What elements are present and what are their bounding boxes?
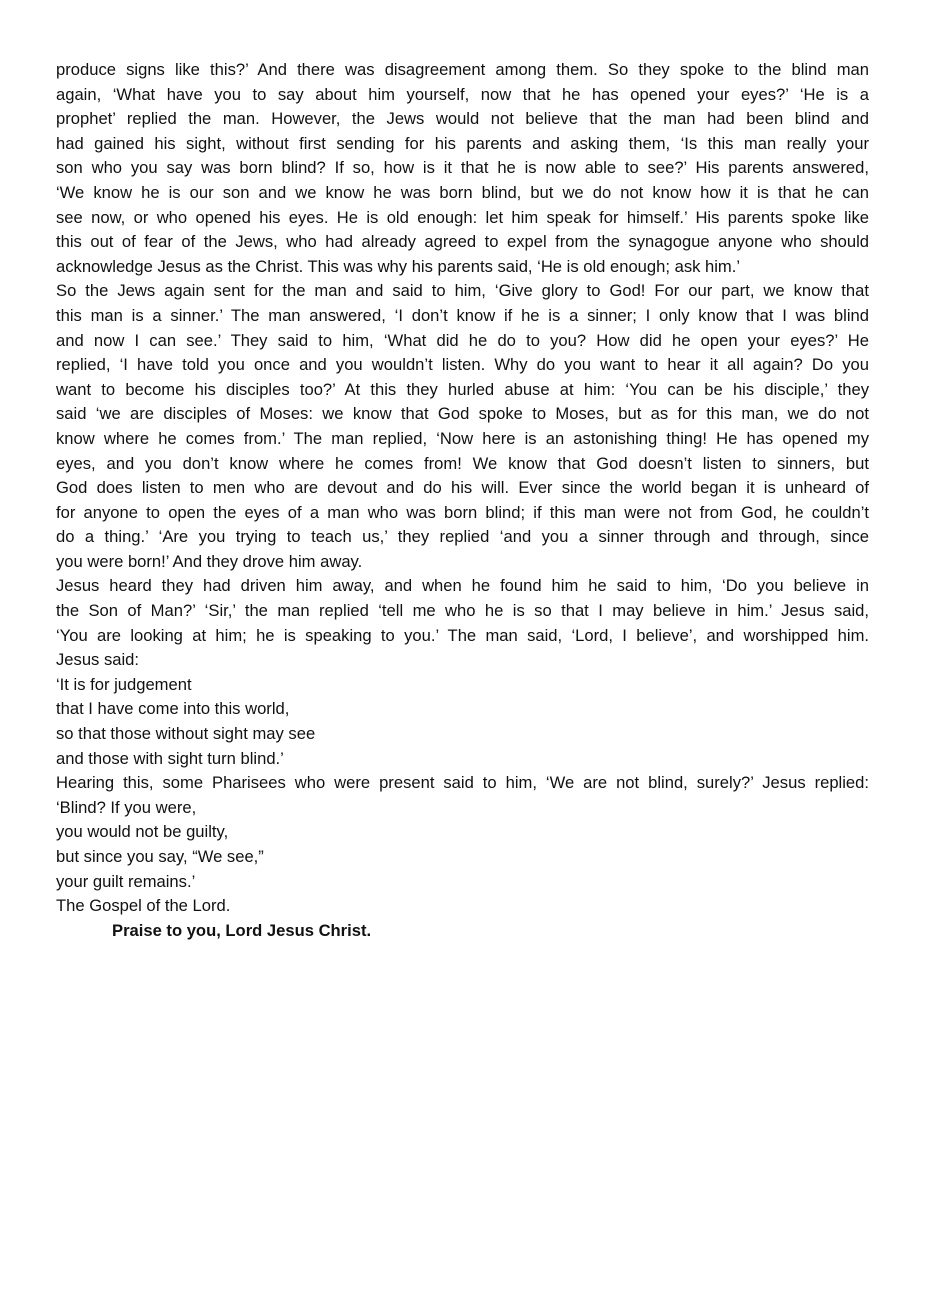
text-line: see now, or who opened his eyes. He is old enough: let him speak for himself.’ His parents spoke like bbox=[56, 207, 869, 227]
text-line: acknowledge Jesus as the Christ. This was why his parents said, ‘He is old enough; ask him.’ bbox=[56, 256, 741, 276]
verse-line: you would not be guilty, bbox=[56, 822, 229, 842]
verse-line: that I have come into this world, bbox=[56, 699, 290, 719]
text-line: produce signs like this?’ And there was disagreement among them. So they spoke to the blind man bbox=[56, 60, 869, 79]
text-line: So the Jews again sent for the man and said to him, ‘Give glory to God! For our part, we know that bbox=[56, 281, 869, 301]
text-line: and now I can see.’ They said to him, ‘What did he do to you? How did he open your eyes?’ He bbox=[56, 330, 869, 350]
paragraph-man-questioned-again bbox=[56, 279, 869, 574]
text-line: this man is a sinner.’ The man answered, ‘I don’t know if he is a sinner; I only know that I was blind bbox=[56, 305, 869, 325]
text-line: want to become his disciples too?’ At this they hurled abuse at him: ‘You can be his disciple,’ they bbox=[56, 379, 869, 399]
document-page bbox=[56, 58, 869, 943]
text-line: the Son of Man?’ ‘Sir,’ the man replied ‘tell me who he is so that I may believe in him.’ Jesus said, bbox=[56, 601, 869, 621]
text-line: Jesus heard they had driven him away, and when he found him he said to him, ‘Do you believe in bbox=[56, 576, 869, 596]
text-line: again, ‘What have you to say about him yourself, now that he has opened your eyes?’ ‘He is a bbox=[56, 84, 869, 104]
paragraph-parents-questioned bbox=[56, 58, 869, 279]
text-line: had gained his sight, without first sending for his parents and asking them, ‘Is this man really your bbox=[56, 133, 869, 153]
text-line: ‘We know he is our son and we know he was born blind, but we do not know how it is that he can bbox=[56, 182, 869, 202]
text-line: Jesus said: bbox=[56, 650, 140, 670]
text-line: replied, ‘I have told you once and you wouldn’t listen. Why do you want to hear it all again? Do you bbox=[56, 355, 869, 375]
verse-line: ‘It is for judgement bbox=[56, 674, 192, 694]
text-line: know where he comes from.’ The man replied, ‘Now here is an astonishing thing! He has opened my bbox=[56, 428, 869, 448]
verse-judgement bbox=[56, 673, 869, 771]
text-line: you were born!’ And they drove him away. bbox=[56, 551, 363, 571]
verse-guilt bbox=[56, 796, 869, 894]
text-line: son who you say was born blind? If so, how is it that he is now able to see?’ His parents answered, bbox=[56, 158, 869, 178]
text-line: God does listen to men who are devout and do his will. Ever since the world began it is unheard of bbox=[56, 478, 869, 498]
text-line: ‘You are looking at him; he is speaking to you.’ The man said, ‘Lord, I believe’, and worshipped him. bbox=[56, 625, 869, 645]
text-line: for anyone to open the eyes of a man who was born blind; if this man were not from God, he couldn’t bbox=[56, 502, 869, 522]
text-line: prophet’ replied the man. However, the Jews would not believe that the man had been blind and bbox=[56, 109, 869, 129]
text-line: said ‘we are disciples of Moses: we know that God spoke to Moses, but as for this man, we do not bbox=[56, 404, 869, 424]
text-line: Hearing this, some Pharisees who were present said to him, ‘We are not blind, surely?’ Jesus replied: bbox=[56, 773, 869, 793]
gospel-acclamation bbox=[56, 894, 869, 919]
congregation-response: Praise to you, Lord Jesus Christ. bbox=[112, 920, 372, 940]
verse-line: and those with sight turn blind.’ bbox=[56, 748, 284, 768]
verse-line: your guilt remains.’ bbox=[56, 871, 196, 891]
paragraph-pharisees bbox=[56, 771, 869, 796]
text-line: do a thing.’ ‘Are you trying to teach us,’ they replied ‘and you a sinner through and through, since bbox=[56, 527, 869, 547]
verse-line: so that those without sight may see bbox=[56, 724, 316, 744]
verse-line: but since you say, “We see,” bbox=[56, 847, 264, 866]
text-line: eyes, and you don’t know where he comes from! We know that God doesn’t listen to sinners, but bbox=[56, 453, 869, 473]
text-line: this out of fear of the Jews, who had already agreed to expel from the synagogue anyone who should bbox=[56, 232, 869, 252]
paragraph-jesus-finds-man bbox=[56, 574, 869, 672]
verse-line: ‘Blind? If you were, bbox=[56, 797, 197, 817]
gospel-closing: The Gospel of the Lord. bbox=[56, 896, 231, 916]
